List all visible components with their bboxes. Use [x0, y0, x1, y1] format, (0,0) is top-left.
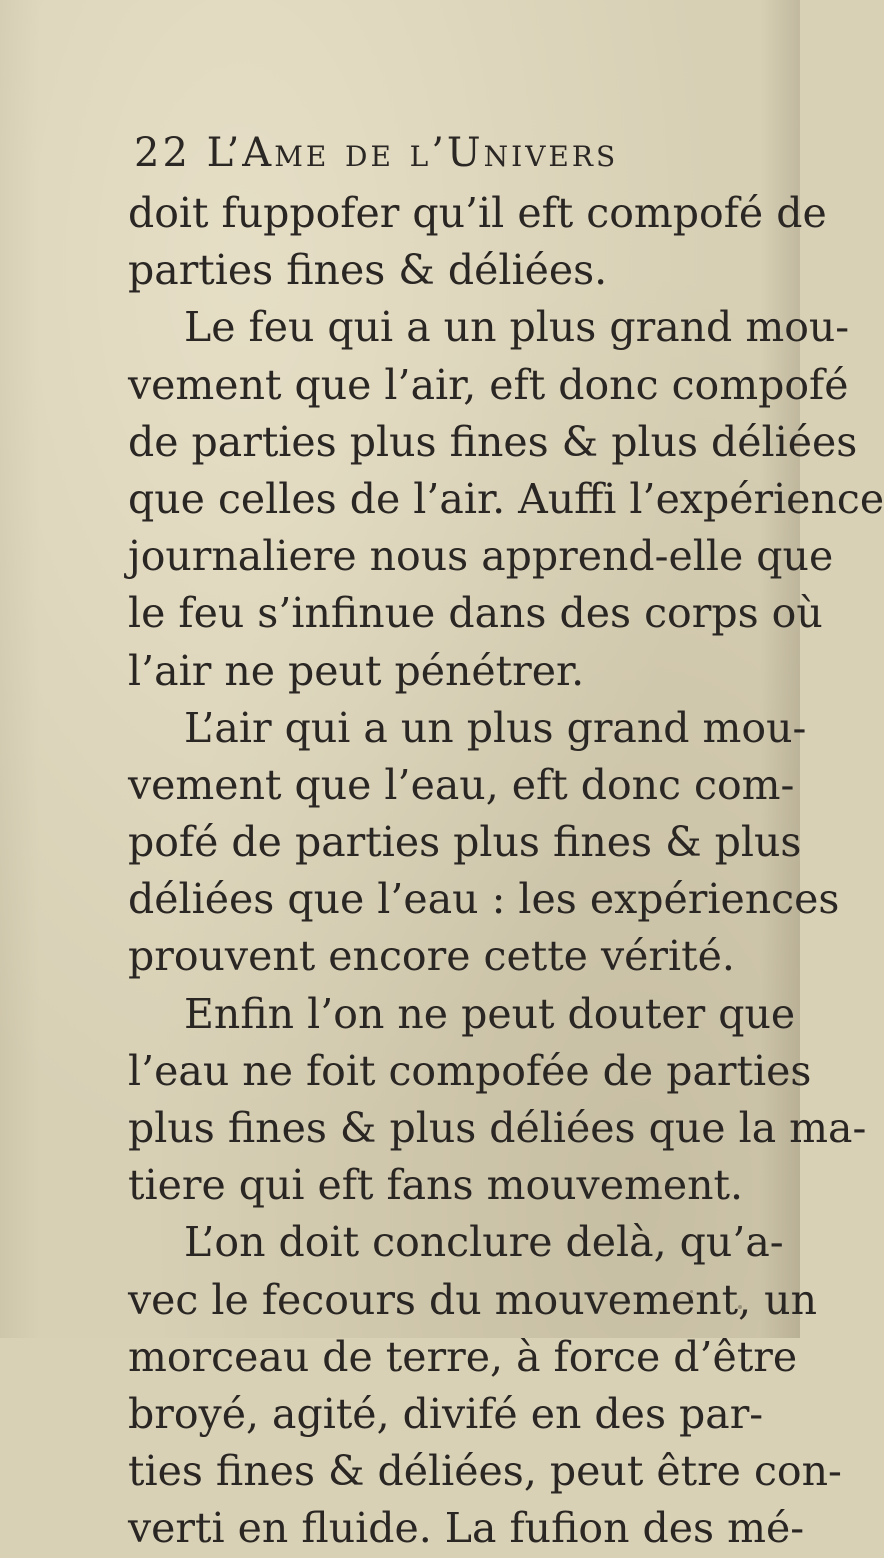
text-line: vement que l’air, eft donc compofé — [128, 360, 849, 409]
text-line: tiere qui eft fans mouvement. — [128, 1161, 744, 1210]
text-line: Enfin l’on ne peut douter que — [184, 989, 796, 1038]
text-line: verti en fluide. La fufion des mé- — [128, 1504, 805, 1553]
text-line: parties fines & déliées. — [128, 246, 608, 295]
text-line: l’air ne peut pénétrer. — [128, 646, 585, 695]
text-line: déliées que l’eau : les expériences — [128, 875, 840, 924]
text-line: vec le fecours du mouvement, un — [128, 1275, 817, 1324]
text-line: le feu s’infinue dans des corps où — [128, 589, 823, 638]
running-head: 22 L’Ame de l’Univers — [134, 130, 619, 176]
text-line: pofé de parties plus fines & plus — [128, 818, 802, 867]
text-line: plus fines & plus déliées que la ma- — [128, 1104, 867, 1152]
text-line: vement que l’eau, eft donc com- — [128, 760, 795, 809]
text-line: Le feu qui a un plus grand mou- — [184, 303, 850, 352]
text-line: que celles de l’air. Auffi l’expérience — [128, 474, 884, 523]
text-line: L’air qui a un plus grand mou- — [184, 703, 807, 752]
text-line: de parties plus fines & plus déliées — [128, 417, 858, 466]
text-line: prouvent encore cette vérité. — [128, 932, 735, 981]
text-line: L’on doit conclure delà, qu’a- — [184, 1218, 784, 1267]
text-line: l’eau ne foit compofée de parties — [128, 1046, 812, 1095]
paper-speck — [690, 1290, 693, 1293]
text-line: ties fines & déliées, peut être con- — [128, 1447, 842, 1496]
text-line: broyé, agité, divifé en des par- — [128, 1389, 764, 1438]
paper-speck — [738, 1305, 742, 1309]
text-line: journaliere nous apprend-elle que — [128, 532, 834, 581]
body-text — [128, 185, 884, 1558]
text-line: morceau de terre, à force d’être — [128, 1332, 798, 1381]
text-line: doit fuppofer qu’il eft compofé de — [128, 189, 827, 237]
